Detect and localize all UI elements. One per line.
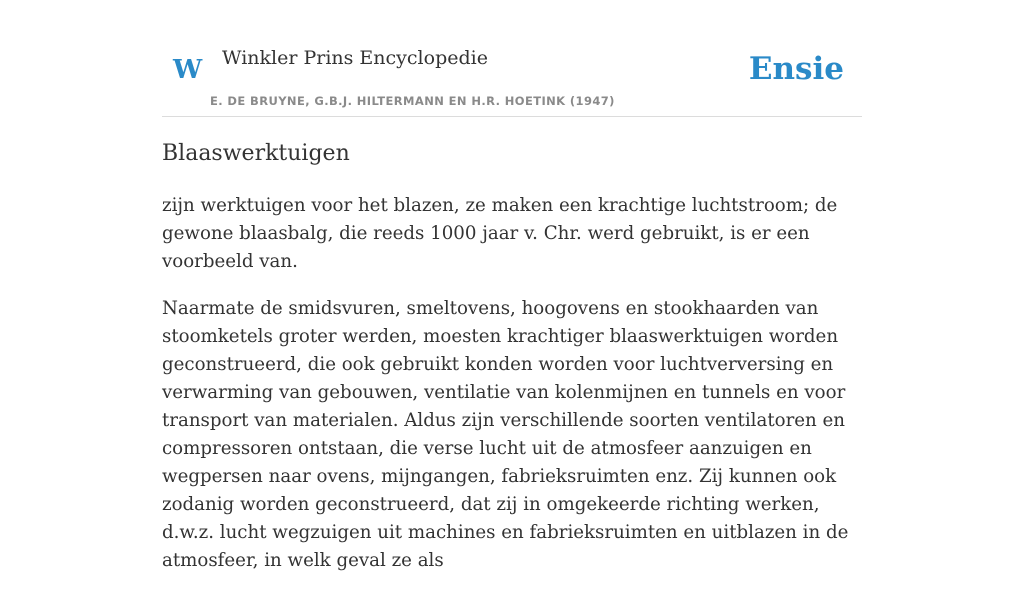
entry-body bbox=[162, 192, 862, 594]
source-authors: E. DE BRUYNE, G.B.J. HILTERMANN EN H.R. HOETINK (1947) bbox=[210, 94, 615, 108]
entry-title: Blaaswerktuigen bbox=[162, 141, 350, 166]
ensie-logo[interactable]: Ensie bbox=[748, 51, 844, 87]
entry-paragraph: zijn werktuigen voor het blazen, ze maken een krachtige luchtstroom; de gewone blaasbalg, die reeds 1000 jaar v. Chr. werd gebruikt, is er een voorbeeld van. bbox=[162, 195, 838, 272]
source-work-title[interactable]: Winkler Prins Encyclopedie bbox=[222, 47, 488, 69]
winkler-prins-logo[interactable]: W bbox=[173, 55, 203, 85]
article-page bbox=[162, 0, 862, 571]
entry-paragraph: Naarmate de smidsvuren, smeltovens, hoogovens en stookhaarden van stoomketels groter werden, moesten krachtiger blaaswerktuigen worden geconstrueerd, die ook gebruikt konden worden voor luchtverversing en verwarming van gebouwen, ventilatie van kolenmijnen en tunnels en voor transport van materialen. Aldus zijn verschillende soorten ventilatoren en compressoren ontstaan, die verse lucht uit de atmosfeer aanzuigen en wegpersen naar ovens, mijngangen, fabrieksruimten enz. Zij kunnen ook zodanig worden geconstrueerd, dat zij in omgekeerde richting werken, d.w.z. lucht wegzuigen uit machines en fabrieksruimten en uitblazen in de atmosfeer, in welk geval ze als bbox=[162, 298, 849, 571]
source-header bbox=[162, 0, 862, 117]
